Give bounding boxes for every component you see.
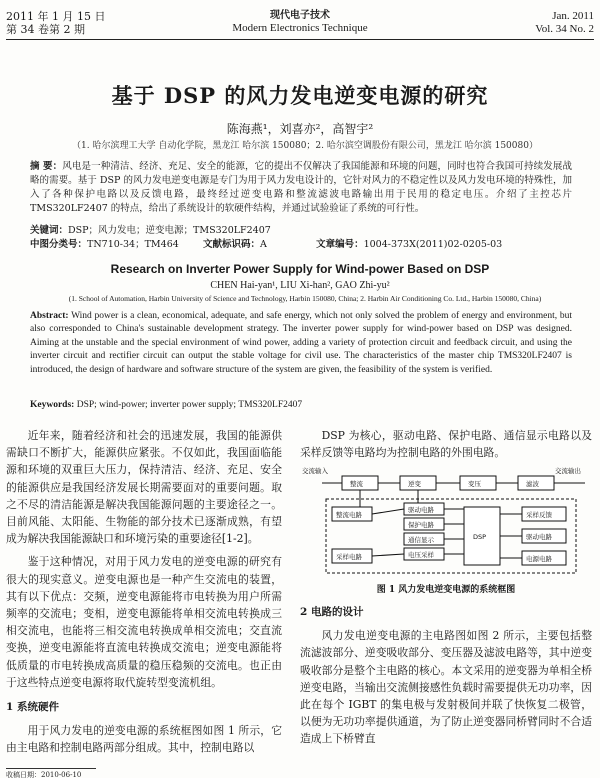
header-right	[535, 10, 594, 36]
journal-name-cn: 现代电子技术	[270, 10, 330, 21]
abstract-en-text: Wind power is a clean, economical, adequate, and safe energy, which not only solved the problem of energy and environment, but also corresponded to China's sustainable development strategy. The inverter power supply for wind-power based on DSP was designed. Aiming at the unstable and the special environment of wind power, adding a variety of protection circuit and feedback circuit, and using the inverter circuit and rectifier circuit can output the stable voltage for civil use. The characteristics of the master chip TMS320LF2407 is introduced, the design of hardware and software structure of the system are given, the feasibility of the system is verified.	[30, 311, 572, 375]
section-1-title: 1 系统硬件	[6, 701, 59, 714]
footnote-rule	[6, 768, 96, 769]
block-voltage-sample-label: 电压采样	[408, 551, 434, 559]
wire	[372, 509, 404, 514]
intro-paragraph-1: 近年来，随着经济和社会的迅速发展，我国的能源供需缺口不断扩大，能源供应紧张。不仅如此，我国面临能源和环境的双重巨大压力，保持清洁、经济、充足、安全的能源供应是我国经济发展长期需要面对的重要问题。取之不尽的清洁能源是解决我国能源问题的主要途径之一。目前风能、太阳能、生物能的部分技术已逐渐成熟，有望成为解决我国能源缺口和环境污染的重要途径[1-2]。	[6, 429, 282, 546]
paper-title: 基于 DSP 的风力发电逆变电源的研究	[111, 83, 489, 108]
body-right-column	[300, 427, 592, 461]
keywords-en-text: DSP; wind-power; inverter power supply; TMS320LF2407	[76, 400, 303, 410]
block-comm-label: 通信显示	[408, 536, 434, 544]
doc-code-group	[203, 236, 313, 250]
abstract-label: 摘 要：	[30, 161, 63, 172]
footnote-received-date: 收稿日期：2010-06-10	[6, 771, 82, 778]
right-paragraph-1: DSP 为核心，驱动电路、保护电路、通信显示电路以及采样反馈等电路均为控制电路的外围电路。	[300, 429, 592, 460]
clc-value: TN710-34；TM464	[87, 239, 179, 250]
block-protect-label: 保护电路	[408, 521, 434, 529]
section-2-paragraph: 风力发电逆变电源的主电路图如图 2 所示，主要包括整流滤波部分、逆变吸收部分、变压器及滤波电路等，其中逆变吸收部分是整个主电路的核心。本文采用的逆变器为单相全桥逆变电路，当输出交流侧接感性负载时需要提供无功功率，因此在每个 IGBT 的集电极与发射极间并联了快恢复二极管，以便为无功功率提供通道，为了防止逆变器同桥臂同时不合适造成上下桥臂直	[300, 629, 592, 746]
article-no-label: 文章编号：	[316, 239, 364, 250]
classification-line	[30, 236, 572, 250]
english-title: Research on Inverter Power Supply for Wind-power Based on DSP	[110, 262, 490, 276]
doc-code-value: A	[260, 239, 267, 250]
block-drive-2-label: 驱动电路	[526, 533, 552, 541]
english-affiliation: (1. School of Automation, Harbin University of Science and Technology, Harbin 150080, China; 2. Harbin Air Conditioning Co. Ltd., Harbin 150080, China)	[68, 294, 542, 303]
body-left-column	[6, 427, 282, 757]
clc-label: 中图分类号：	[30, 239, 88, 250]
header-center	[6, 10, 594, 34]
block-rectifier-label: 整流	[350, 480, 363, 488]
english-authors: CHEN Hai-yan¹, LIU Xi-han², GAO Zhi-yu²	[210, 280, 390, 291]
abstract-text: 风电是一种清洁、经济、充足、安全的能源，它的提出不仅解决了我国能源和环境的问题，同时也符合我国可持续发展战略的需要。基于 DSP 的风力发电逆变电源是专门为用于风力发电设计的，它针对风力的不稳定性以及风力发电环境的特殊性，加入了各种保护电路以及反馈电路，最终经过逆变电路和整流滤波电路输出用于民用的稳定电压。介绍了主控芯片 TMS320LF2407 的特点，给出了系统设计的软硬件结构，并通过试验验证了系统的可行性。	[30, 161, 572, 214]
intro-paragraph-2: 鉴于这种情况，对用于风力发电的逆变电源的研究有很大的现实意义。逆变电源也是一种产生交流电的装置，其有以下优点：交频，逆变电源能将市电转换为用户所需频率的交流电；变相，逆变电源能将单相交流电转换成三相交流电，也能将三相交流电转换成单相交流电；交直流变换，逆变电源能将直流电转换成交流电；逆变电源能将低质量的市电转换成高质量的稳压稳频的交流电。也正由于这些特点逆变电源将取代旋转型变流机组。	[6, 555, 282, 689]
keywords-cn	[30, 222, 271, 236]
block-feedback-label: 采样反馈	[526, 511, 552, 519]
block-diagram-svg	[300, 463, 592, 575]
journal-header	[6, 6, 594, 40]
section-2	[300, 604, 592, 748]
section-1-paragraph: 用于风力发电的逆变电源的系统框图如图 1 所示，它由主电路和控制电路两部分组成。其中，控制电路以	[6, 724, 282, 755]
paper-affiliation: （1. 哈尔滨理工大学 自动化学院，黑龙江 哈尔滨 150080；2. 哈尔滨空调股份有限公司，黑龙江 哈尔滨 150080）	[72, 141, 538, 151]
clc-group	[30, 236, 200, 250]
paper-authors: 陈海燕¹，刘喜亦²，高智宇²	[226, 122, 374, 136]
abstract-en	[30, 310, 572, 377]
header-volume-cn: 第 34 卷第 2 期	[6, 23, 85, 36]
output-label: 交流输出	[555, 467, 581, 475]
header-volume-en: Vol. 34 No. 2	[535, 23, 594, 35]
keywords-en	[30, 400, 302, 410]
section-2-title: 2 电路的设计	[300, 606, 364, 618]
article-no-value: 1004-373X(2011)02-0205-03	[363, 239, 503, 250]
input-label: 交流输入	[302, 467, 328, 475]
journal-name-en: Modern Electronics Technique	[232, 22, 368, 34]
block-dsp-label: DSP	[473, 533, 487, 541]
abstract-en-label: Abstract:	[30, 311, 69, 321]
block-sampling-label: 采样电路	[336, 553, 362, 561]
block-power-label: 电源电路	[526, 555, 552, 563]
wire	[372, 554, 404, 556]
block-inverter-label: 逆变	[408, 480, 421, 488]
block-drive-label: 驱动电路	[408, 506, 434, 514]
header-date-cn: 2011 年 1 月 15 日	[6, 10, 106, 23]
article-no-group	[316, 236, 502, 250]
keywords-label: 关键词：	[30, 225, 69, 236]
header-date-en: Jan. 2011	[552, 10, 594, 22]
figure-1-block-diagram	[300, 463, 592, 575]
keywords-en-label: Keywords:	[30, 400, 75, 410]
abstract-cn	[30, 160, 572, 216]
figure-1-caption: 图 1 风力发电逆变电源的系统框图	[376, 585, 516, 595]
keywords-text: DSP；风力发电；逆变电源；TMS320LF2407	[68, 225, 271, 236]
doc-code-label: 文献标识码：	[203, 239, 261, 250]
block-rect-circuit-label: 整流电路	[336, 511, 362, 519]
block-transformer-label: 变压	[468, 480, 481, 488]
block-filter-label: 滤波	[526, 480, 539, 488]
